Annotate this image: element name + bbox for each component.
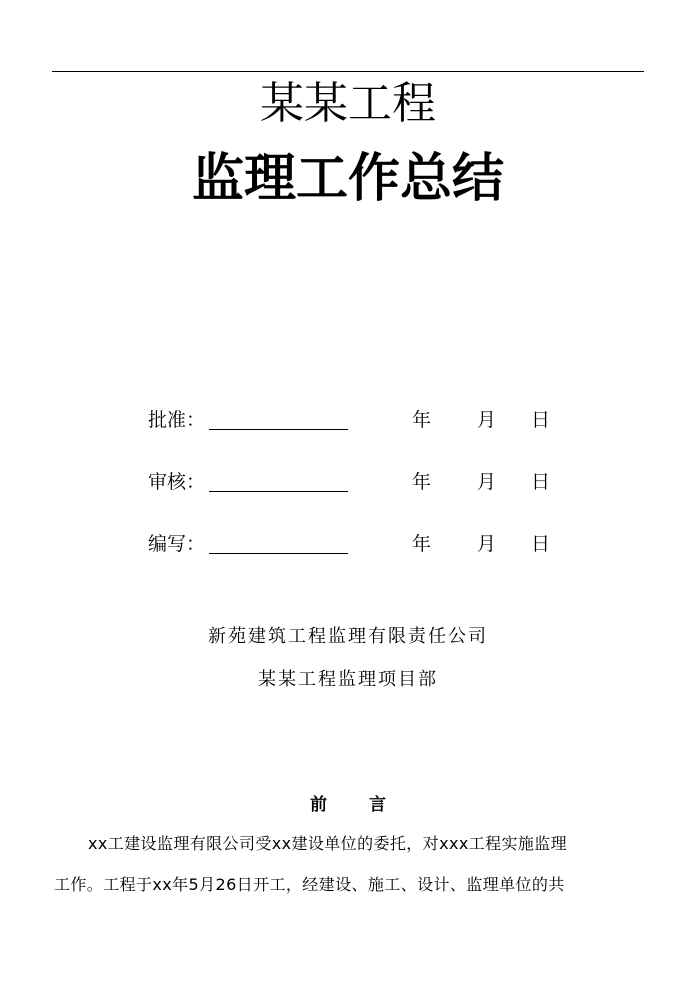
month-label: 月: [477, 533, 497, 555]
day-label: 日: [531, 533, 551, 555]
signature-row-approve: [0, 403, 696, 433]
signature-label: 批准：: [148, 409, 206, 431]
month-label: 月: [477, 409, 497, 431]
preface-line-2: 工作。工程于xx年5月26日开工，经建设、施工、设计、监理单位的共: [54, 875, 565, 894]
year-label: 年: [412, 409, 432, 431]
department-name: 某某工程监理项目部: [258, 669, 438, 690]
signature-line: [209, 429, 348, 430]
signature-row-author: [0, 527, 696, 557]
signature-label: 编写：: [148, 533, 206, 555]
document-title: 监理工作总结: [191, 149, 504, 209]
signature-label: 审核：: [148, 471, 206, 493]
preface-title: 前 言: [310, 795, 404, 815]
signature-line: [209, 491, 348, 492]
year-label: 年: [412, 533, 432, 555]
year-label: 年: [412, 471, 432, 493]
month-label: 月: [477, 471, 497, 493]
signature-row-review: [0, 465, 696, 495]
signature-line: [209, 553, 348, 554]
day-label: 日: [531, 471, 551, 493]
header-rule: [52, 71, 644, 72]
preface-line-1: xx工建设监理有限公司受xx建设单位的委托，对xxx工程实施监理: [88, 834, 568, 853]
project-name: 某某工程: [260, 78, 436, 129]
company-name: 新苑建筑工程监理有限责任公司: [208, 626, 488, 647]
day-label: 日: [531, 409, 551, 431]
